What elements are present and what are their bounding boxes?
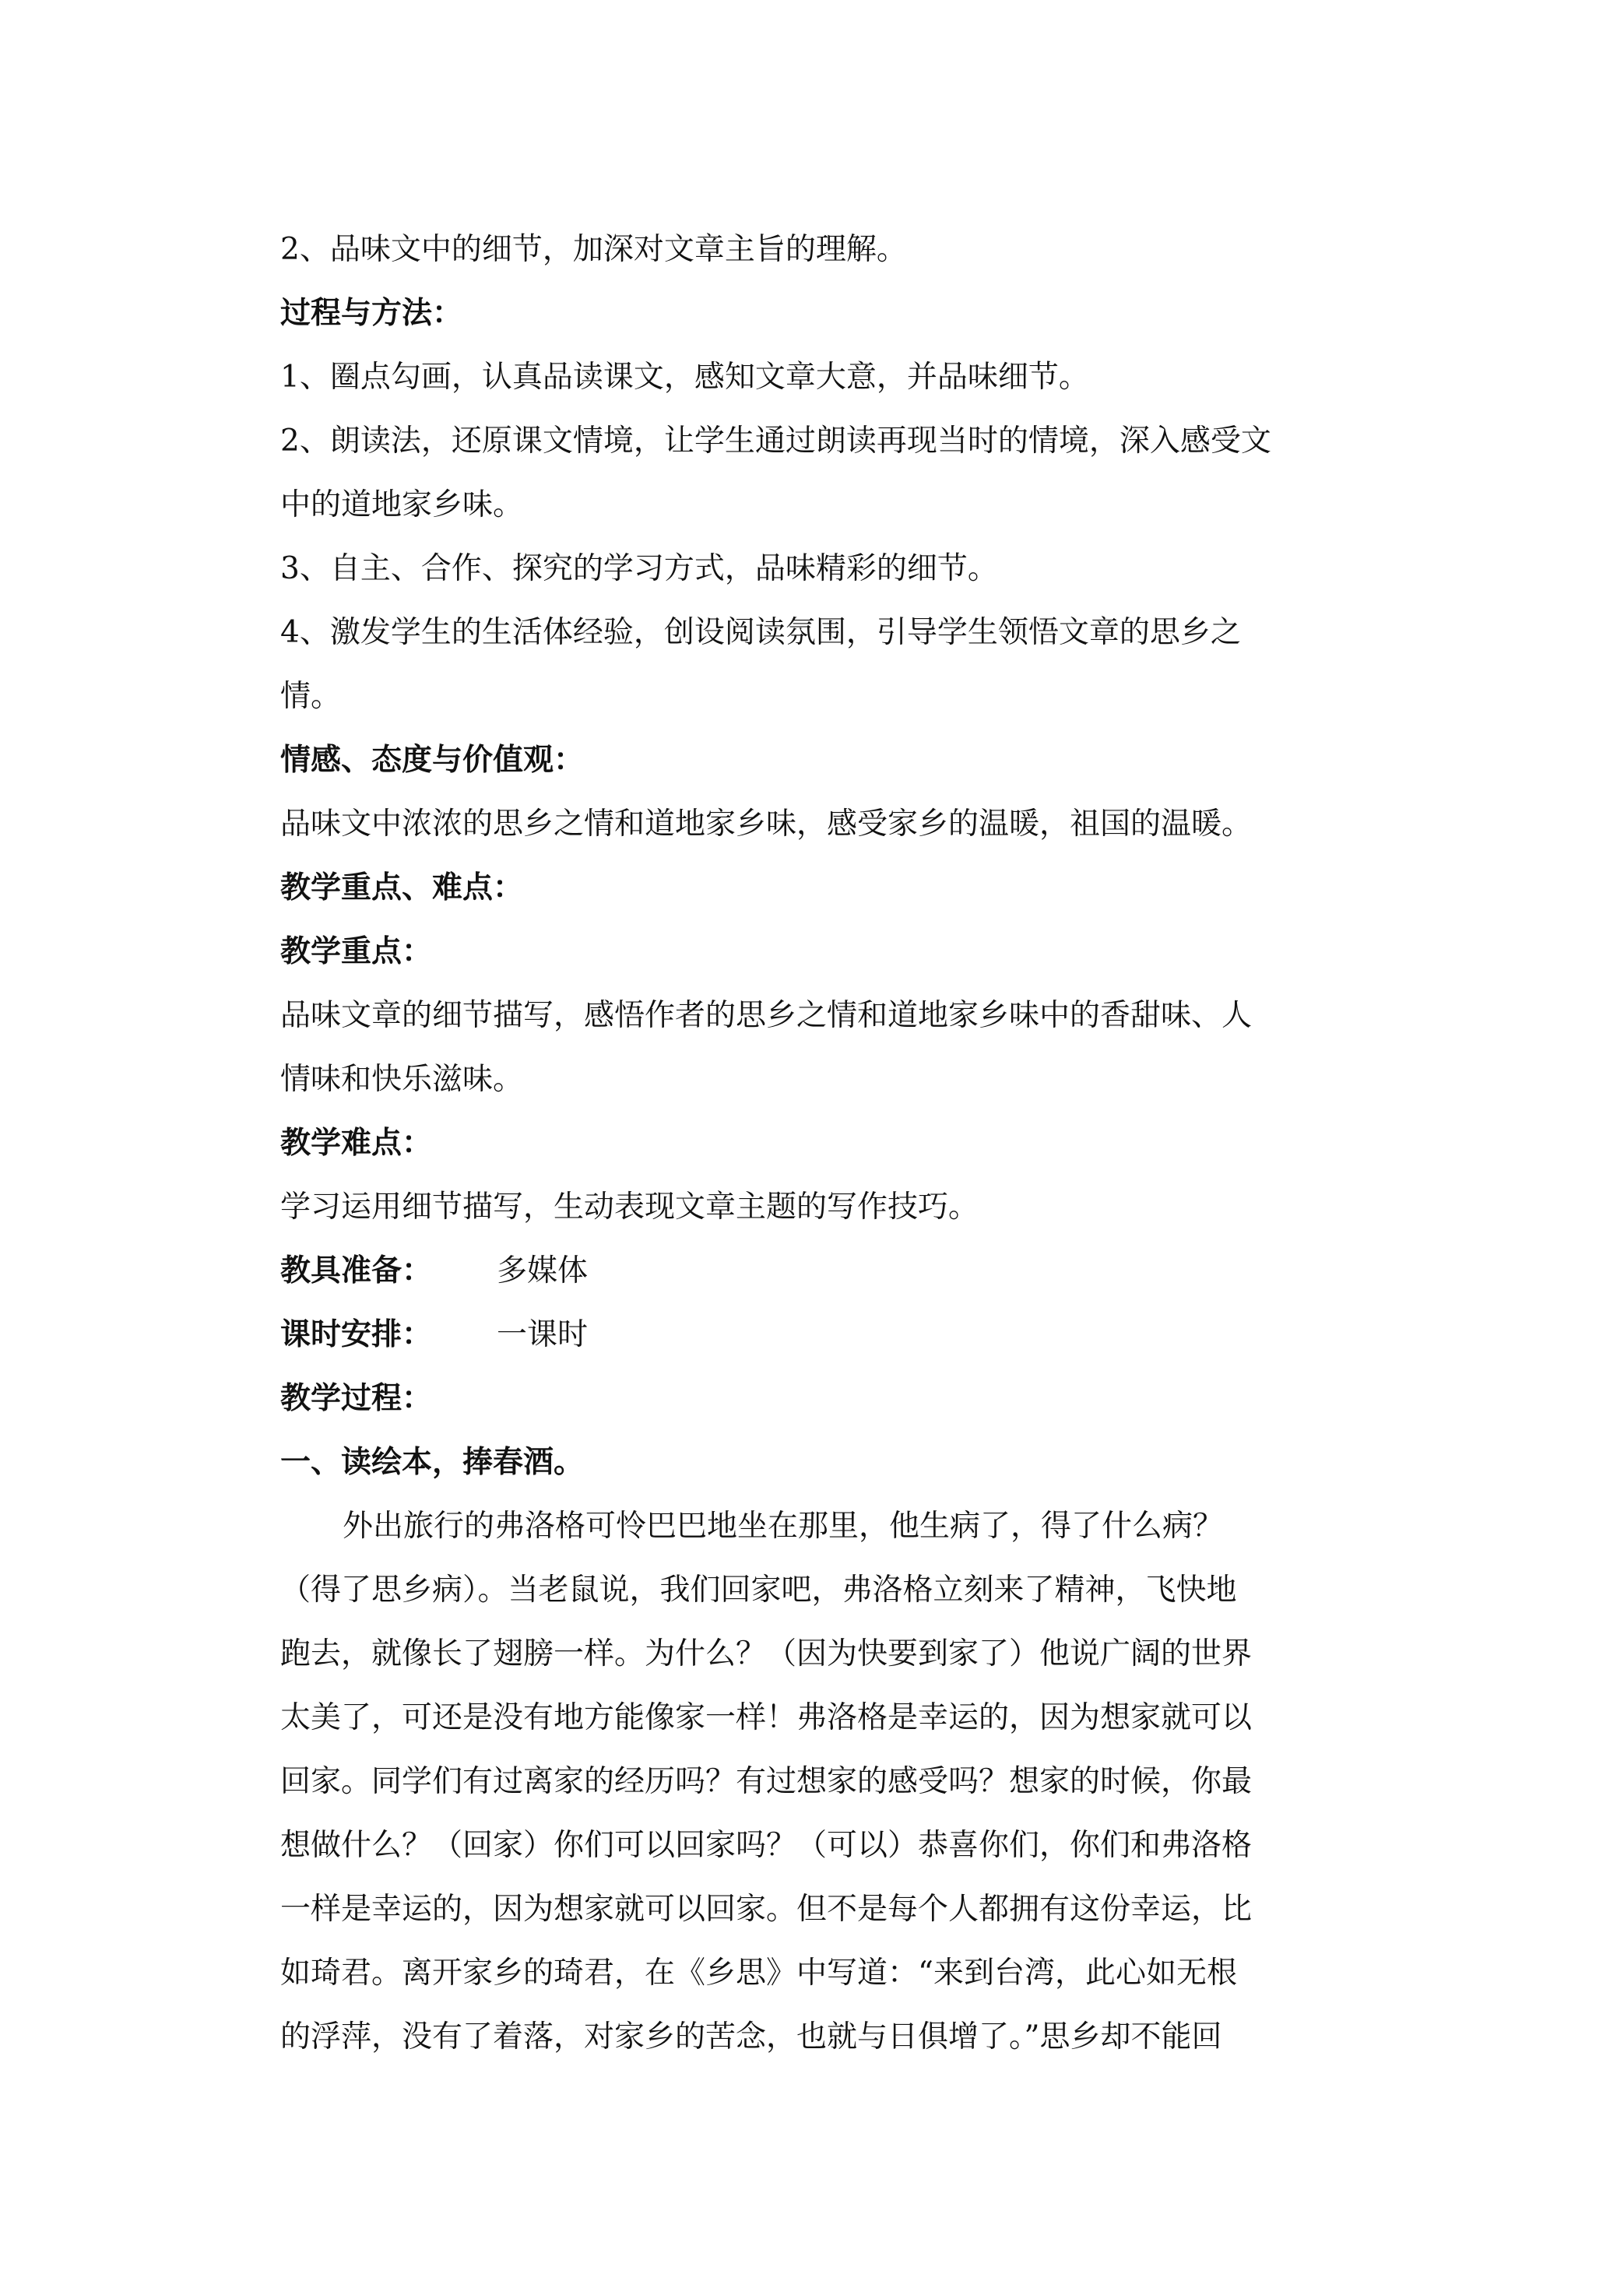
key-points-text-cont: 情味和快乐滋味。 xyxy=(280,1062,524,1097)
process-item-4: 4、激发学生的生活体经验，创设阅读氛围，引导学生领悟文章的思乡之 xyxy=(280,615,1241,650)
hours-line xyxy=(280,1303,1370,1367)
teaching-tools-value: 多媒体 xyxy=(497,1253,589,1288)
process-item-1: 1、圈点勾画，认真品读课文，感知文章大意，并品味细节。 xyxy=(280,360,1089,395)
heading-difficult-points: 教学难点： xyxy=(280,1126,433,1161)
heading-teaching-tools: 教具准备： xyxy=(280,1253,433,1288)
emotion-text: 品味文中浓浓的思乡之情和道地家乡味，感受家乡的温暖，祖国的温暖。 xyxy=(280,807,1253,842)
paragraph-line-8: 如琦君。离开家乡的琦君，在《乡思》中写道：“来到台湾，此心如无根 xyxy=(280,1956,1237,1991)
paragraph-line-6: 想做什么？（回家）你们可以回家吗？（可以）恭喜你们，你们和弗洛格 xyxy=(280,1828,1253,1863)
paragraph-line-9: 的浮萍，没有了着落，对家乡的苦念，也就与日俱增了。”思乡却不能回 xyxy=(280,2019,1222,2054)
heading-emotion-values: 情感、态度与价值观： xyxy=(280,743,585,778)
heading-key-points: 教学重点： xyxy=(280,934,433,969)
process-item-2: 2、朗读法，还原课文情境，让学生通过朗读再现当时的情境，深入感受文 xyxy=(280,424,1271,459)
document-page xyxy=(280,218,1370,2069)
key-points-text: 品味文章的细节描写，感悟作者的思乡之情和道地家乡味中的香甜味、人 xyxy=(280,998,1253,1033)
objective-line: 2、品味文中的细节，加深对文章主旨的理解。 xyxy=(280,232,907,267)
process-item-3: 3、自主、合作、探究的学习方式，品味精彩的细节。 xyxy=(280,551,998,586)
paragraph-line-5: 回家。同学们有过离家的经历吗？有过想家的感受吗？想家的时候，你最 xyxy=(280,1764,1253,1799)
heading-process-method: 过程与方法： xyxy=(280,296,463,331)
class-hours-value: 一课时 xyxy=(497,1317,589,1352)
process-item-2-cont: 中的道地家乡味。 xyxy=(280,487,524,522)
heading-class-hours: 课时安排： xyxy=(280,1317,433,1352)
tools-line xyxy=(280,1239,1370,1303)
process-item-4-cont: 情。 xyxy=(280,679,342,714)
paragraph-line-1: 外出旅行的弗洛格可怜巴巴地坐在那里，他生病了，得了什么病？ xyxy=(343,1509,1224,1544)
paragraph-line-7: 一样是幸运的，因为想家就可以回家。但不是每个人都拥有这份幸运，比 xyxy=(280,1892,1253,1927)
heading-teaching-procedure: 教学过程： xyxy=(280,1381,433,1416)
heading-key-difficult: 教学重点、难点： xyxy=(280,870,524,905)
difficult-points-text: 学习运用细节描写，生动表现文章主题的写作技巧。 xyxy=(280,1190,979,1225)
paragraph-line-4: 太美了，可还是没有地方能像家一样！弗洛格是幸运的，因为想家就可以 xyxy=(280,1700,1253,1735)
heading-section-1: 一、读绘本，捧春酒。 xyxy=(280,1445,585,1480)
paragraph-line-3: 跑去，就像长了翅膀一样。为什么？（因为快要到家了）他说广阔的世界 xyxy=(280,1636,1253,1671)
paragraph-line-2: （得了思乡病）。当老鼠说，我们回家吧，弗洛格立刻来了精神，飞快地 xyxy=(280,1573,1237,1608)
